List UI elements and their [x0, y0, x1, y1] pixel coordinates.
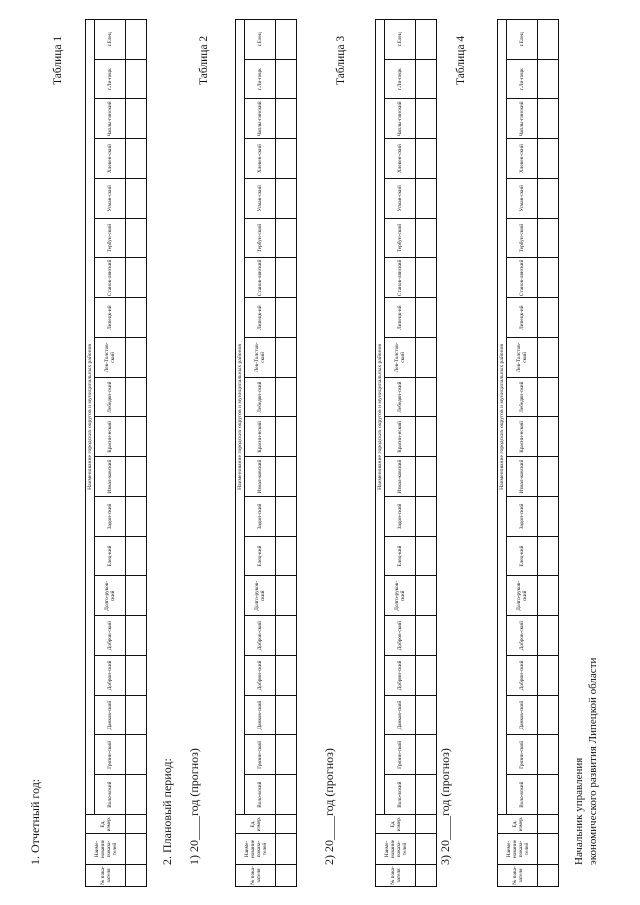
districts-header: Наименование городских округов и муниципальных районов [498, 19, 507, 814]
empty-data-cell [538, 59, 559, 99]
district-column-header: Тербун-ский [385, 218, 416, 258]
empty-data-cell [416, 775, 437, 815]
empty-data-cell [416, 815, 437, 834]
empty-data-cell [126, 457, 147, 497]
empty-data-cell [276, 865, 297, 887]
district-column-header: Лебедян-ский [385, 377, 416, 417]
empty-data-cell [538, 179, 559, 219]
district-column-header: Чаплы-гинский [95, 99, 126, 139]
empty-data-cell [416, 536, 437, 576]
empty-data-cell [126, 417, 147, 457]
district-column-header: Красни-нский [95, 417, 126, 457]
empty-data-cell [416, 258, 437, 298]
district-column-header: Воло-вский [95, 775, 126, 815]
empty-data-cell [416, 139, 437, 179]
empty-data-cell [416, 218, 437, 258]
empty-data-cell [126, 576, 147, 616]
empty-data-cell [416, 59, 437, 99]
district-column-header: Лебедян-ский [245, 377, 276, 417]
district-column-header: Лев-Толстов-ский [507, 338, 538, 378]
empty-data-cell [276, 735, 297, 775]
empty-data-cell [416, 417, 437, 457]
district-column-header: Липецк-ий [385, 298, 416, 338]
empty-data-cell [126, 377, 147, 417]
empty-data-cell [276, 179, 297, 219]
district-column-header: Добрин-ский [95, 656, 126, 696]
empty-data-cell [126, 179, 147, 219]
district-column-header: Красни-нский [245, 417, 276, 457]
empty-data-cell [276, 99, 297, 139]
district-column-header: Тербун-ский [95, 218, 126, 258]
district-column-header: Лев-Толстов-ский [385, 338, 416, 378]
signature-block [572, 658, 600, 865]
forecast-year-3: 3) 20____год (прогноз) [438, 748, 452, 865]
district-column-header: Добров-ский [385, 616, 416, 656]
district-column-header: Данков-ский [245, 695, 276, 735]
district-column-header: Долго-руков-ский [245, 576, 276, 616]
district-column-header: Усман-ский [385, 179, 416, 219]
district-column-header: Данков-ский [385, 695, 416, 735]
empty-data-cell [538, 536, 559, 576]
empty-data-cell [416, 338, 437, 378]
district-column-header: Усман-ский [95, 179, 126, 219]
empty-data-cell [416, 576, 437, 616]
districts-header: Наименование городских округов и муниципальных районов [376, 19, 385, 814]
district-column-header: Задон-ский [95, 497, 126, 537]
district-column-header: Чаплы-гинский [385, 99, 416, 139]
table-2-title: Таблица 2 [198, 35, 210, 85]
district-column-header: Грязин-ский [245, 735, 276, 775]
column-header: Ед. измер. [376, 815, 416, 834]
empty-data-cell [126, 735, 147, 775]
section-reporting-year: 1. Отчетный год: [28, 778, 42, 865]
empty-data-cell [126, 695, 147, 735]
district-column-header: г.Елец [95, 19, 126, 59]
district-column-header: Задон-ский [507, 497, 538, 537]
district-column-header: Липецк-ий [507, 298, 538, 338]
column-header: Ед. измер. [86, 815, 126, 834]
column-header: Ед. измер. [236, 815, 276, 834]
table-1-title: Таблица 1 [52, 35, 64, 85]
empty-data-cell [276, 536, 297, 576]
district-column-header: Измал-ковский [95, 457, 126, 497]
district-column-header: Воло-вский [507, 775, 538, 815]
empty-data-cell [416, 179, 437, 219]
empty-data-cell [416, 695, 437, 735]
district-column-header: Красни-нский [385, 417, 416, 457]
empty-data-cell [126, 19, 147, 59]
empty-data-cell [276, 139, 297, 179]
district-column-header: Лебедян-ский [507, 377, 538, 417]
empty-data-cell [126, 298, 147, 338]
district-column-header: Долго-руков-ский [385, 576, 416, 616]
empty-data-cell [416, 865, 437, 887]
district-column-header: Лебедян-ский [95, 377, 126, 417]
empty-data-cell [276, 815, 297, 834]
districts-header: Наименование городских округов и муниципальных районов [236, 19, 245, 814]
empty-data-cell [538, 377, 559, 417]
empty-data-cell [538, 656, 559, 696]
district-column-header: Усман-ский [245, 179, 276, 219]
empty-data-cell [416, 457, 437, 497]
forecast-year-2: 2) 20____год (прогноз) [322, 748, 336, 865]
empty-data-cell [416, 735, 437, 775]
empty-data-cell [126, 656, 147, 696]
empty-data-cell [276, 59, 297, 99]
district-column-header: Данков-ский [95, 695, 126, 735]
column-header: Наиме-нование показа-телей [376, 834, 416, 865]
empty-data-cell [276, 576, 297, 616]
empty-data-cell [126, 258, 147, 298]
district-column-header: Грязин-ский [95, 735, 126, 775]
empty-data-cell [276, 497, 297, 537]
district-column-header: Добрин-ский [245, 656, 276, 696]
forecast-year-1: 1) 20____год (прогноз) [187, 748, 201, 865]
empty-data-cell [276, 695, 297, 735]
district-column-header: Тербун-ский [507, 218, 538, 258]
table-4-title: Таблица 4 [455, 35, 467, 85]
district-column-header: Елец-кий [507, 536, 538, 576]
district-column-header: г.Елец [385, 19, 416, 59]
district-column-header: Хлевен-ский [245, 139, 276, 179]
empty-data-cell [538, 616, 559, 656]
district-column-header: Лев-Толстов-ский [245, 338, 276, 378]
empty-data-cell [416, 99, 437, 139]
empty-data-cell [276, 338, 297, 378]
empty-data-cell [416, 377, 437, 417]
empty-data-cell [276, 218, 297, 258]
empty-data-cell [538, 834, 559, 865]
district-column-header: Елец-кий [245, 536, 276, 576]
empty-data-cell [276, 258, 297, 298]
empty-data-cell [276, 775, 297, 815]
empty-data-cell [538, 298, 559, 338]
empty-data-cell [126, 139, 147, 179]
district-column-header: Грязин-ский [385, 735, 416, 775]
district-column-header: г.Ли-пецк [245, 59, 276, 99]
districts-header: Наименование городских округов и муниципальных районов [86, 19, 95, 814]
empty-data-cell [416, 656, 437, 696]
table-3-title: Таблица 3 [335, 35, 347, 85]
empty-data-cell [538, 338, 559, 378]
district-column-header: г.Елец [245, 19, 276, 59]
district-column-header: г.Елец [507, 19, 538, 59]
district-column-header: Станов-лянский [507, 258, 538, 298]
column-header: № пока-зателя [86, 865, 126, 887]
empty-data-cell [538, 99, 559, 139]
district-column-header: Чаплы-гинский [507, 99, 538, 139]
section-planning-period: 2. Плановый период: [160, 758, 174, 865]
column-header: Наиме-нование показа-телей [236, 834, 276, 865]
district-column-header: Измал-ковский [385, 457, 416, 497]
district-column-header: Добров-ский [95, 616, 126, 656]
district-column-header: Грязин-ский [507, 735, 538, 775]
district-column-header: Усман-ский [507, 179, 538, 219]
district-column-header: г.Ли-пецк [507, 59, 538, 99]
empty-data-cell [276, 834, 297, 865]
district-column-header: Липецк-ий [245, 298, 276, 338]
empty-data-cell [538, 139, 559, 179]
empty-data-cell [276, 19, 297, 59]
district-column-header: Добрин-ский [507, 656, 538, 696]
empty-data-cell [416, 19, 437, 59]
district-column-header: г.Ли-пецк [95, 59, 126, 99]
signature-line-2: экономического развития Липецкой области [587, 657, 599, 865]
empty-data-cell [538, 815, 559, 834]
district-column-header: Тербун-ский [245, 218, 276, 258]
empty-data-cell [276, 417, 297, 457]
indicator-table-4 [497, 19, 559, 887]
district-column-header: Добров-ский [245, 616, 276, 656]
district-column-header: Липецк-ий [95, 298, 126, 338]
empty-data-cell [416, 616, 437, 656]
district-column-header: Хлевен-ский [385, 139, 416, 179]
empty-data-cell [538, 865, 559, 887]
column-header: Наиме-нование показа-телей [498, 834, 538, 865]
column-header: № пока-зателя [498, 865, 538, 887]
district-column-header: г.Ли-пецк [385, 59, 416, 99]
district-column-header: Хлевен-ский [507, 139, 538, 179]
column-header: Наиме-нование показа-телей [86, 834, 126, 865]
district-column-header: Елец-кий [385, 536, 416, 576]
empty-data-cell [126, 99, 147, 139]
empty-data-cell [538, 417, 559, 457]
empty-data-cell [538, 735, 559, 775]
empty-data-cell [538, 576, 559, 616]
district-column-header: Данков-ский [507, 695, 538, 735]
empty-data-cell [126, 834, 147, 865]
district-column-header: Станов-лянский [245, 258, 276, 298]
empty-data-cell [538, 19, 559, 59]
column-header: № пока-зателя [376, 865, 416, 887]
signature-line-1: Начальник управления [573, 757, 585, 865]
district-column-header: Добров-ский [507, 616, 538, 656]
district-column-header: Станов-лянский [95, 258, 126, 298]
indicator-table-2 [235, 19, 297, 887]
empty-data-cell [416, 497, 437, 537]
indicator-table-3 [375, 19, 437, 887]
column-header: Ед. измер. [498, 815, 538, 834]
empty-data-cell [538, 258, 559, 298]
empty-data-cell [276, 298, 297, 338]
district-column-header: Воло-вский [385, 775, 416, 815]
empty-data-cell [276, 616, 297, 656]
empty-data-cell [538, 497, 559, 537]
empty-data-cell [126, 815, 147, 834]
district-column-header: Елец-кий [95, 536, 126, 576]
district-column-header: Измал-ковский [507, 457, 538, 497]
empty-data-cell [276, 457, 297, 497]
district-column-header: Чаплы-гинский [245, 99, 276, 139]
empty-data-cell [126, 338, 147, 378]
district-column-header: Воло-вский [245, 775, 276, 815]
empty-data-cell [276, 377, 297, 417]
empty-data-cell [416, 834, 437, 865]
district-column-header: Красни-нский [507, 417, 538, 457]
empty-data-cell [538, 775, 559, 815]
district-column-header: Измал-ковский [245, 457, 276, 497]
empty-data-cell [416, 298, 437, 338]
district-column-header: Задон-ский [385, 497, 416, 537]
empty-data-cell [126, 218, 147, 258]
empty-data-cell [126, 865, 147, 887]
empty-data-cell [126, 497, 147, 537]
district-column-header: Хлевен-ский [95, 139, 126, 179]
empty-data-cell [276, 656, 297, 696]
empty-data-cell [126, 59, 147, 99]
empty-data-cell [126, 536, 147, 576]
district-column-header: Станов-лянский [385, 258, 416, 298]
district-column-header: Задон-ский [245, 497, 276, 537]
district-column-header: Лев-Толстов-ский [95, 338, 126, 378]
empty-data-cell [126, 775, 147, 815]
indicator-table-1 [85, 19, 147, 887]
district-column-header: Добрин-ский [385, 656, 416, 696]
empty-data-cell [538, 218, 559, 258]
empty-data-cell [538, 695, 559, 735]
district-column-header: Долго-руков-ский [95, 576, 126, 616]
empty-data-cell [538, 457, 559, 497]
empty-data-cell [126, 616, 147, 656]
district-column-header: Долго-руков-ский [507, 576, 538, 616]
column-header: № пока-зателя [236, 865, 276, 887]
